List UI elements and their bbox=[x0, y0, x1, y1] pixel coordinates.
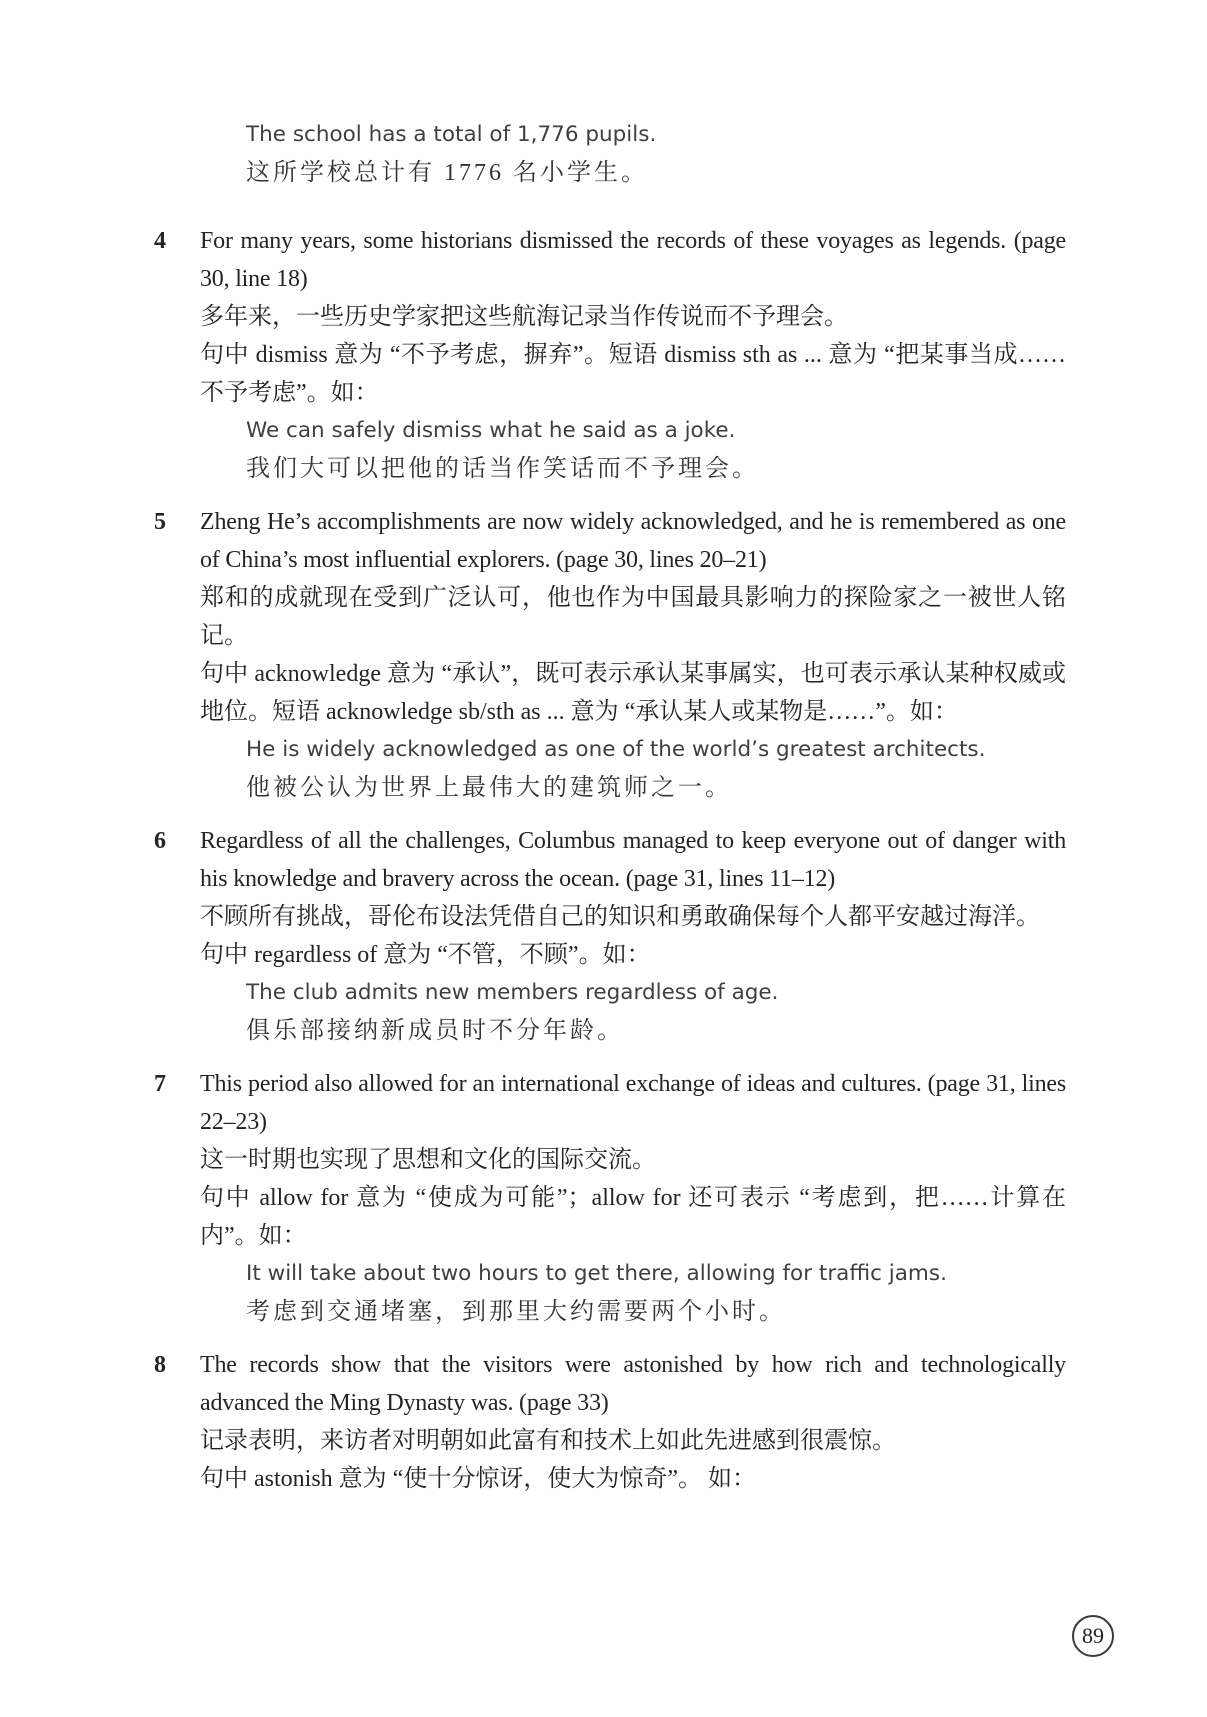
numbered-item-6 bbox=[154, 822, 1066, 1050]
item-number: 8 bbox=[154, 1352, 166, 1378]
item-body bbox=[200, 822, 1066, 1050]
item-number: 6 bbox=[154, 828, 166, 854]
item-explanation: 句中 dismiss 意为 “不予考虑，摒弃”。短语 dismiss sth as ... 意为 “把某事当成……不予考虑”。如： bbox=[200, 342, 1066, 406]
item-sentence: This period also allowed for an international exchange of ideas and cultures. (page 31, lines 22–23) bbox=[200, 1071, 1066, 1135]
item-explanation: 句中 astonish 意为 “使十分惊讶，使大为惊奇”。 如： bbox=[200, 1466, 756, 1492]
item-body bbox=[200, 222, 1066, 488]
page-content bbox=[154, 116, 1066, 1513]
item-number: 4 bbox=[154, 228, 166, 254]
item-explanation: 句中 regardless of 意为 “不管，不顾”。如： bbox=[200, 942, 651, 968]
item-sentence: The records show that the visitors were astonished by how rich and technologically advanced the Ming Dynasty was. (page 33) bbox=[200, 1352, 1066, 1416]
item-translation: 郑和的成就现在受到广泛认可，他也作为中国最具影响力的探险家之一被世人铭记。 bbox=[200, 585, 1066, 649]
item-body bbox=[200, 1065, 1066, 1331]
item-translation: 不顾所有挑战，哥伦布设法凭借自己的知识和勇敢确保每个人都平安越过海洋。 bbox=[200, 904, 1040, 930]
numbered-item-8 bbox=[154, 1346, 1066, 1498]
example-chinese: 他被公认为世界上最伟大的建筑师之一。 bbox=[246, 775, 732, 801]
example-chinese: 这所学校总计有 1776 名小学生。 bbox=[246, 160, 648, 186]
example-block bbox=[246, 412, 1066, 488]
numbered-item-5 bbox=[154, 503, 1066, 807]
item-explanation: 句中 acknowledge 意为 “承认”，既可表示承认某事属实，也可表示承认某种权威或地位。短语 acknowledge sb/sth as ... 意为 “承认某人或某物是……”。如： bbox=[200, 661, 1066, 725]
carryover-example-block bbox=[246, 116, 1066, 192]
example-english: It will take about two hours to get there, allowing for traffic jams. bbox=[246, 1261, 947, 1286]
item-translation: 记录表明，来访者对明朝如此富有和技术上如此先进感到很震惊。 bbox=[200, 1428, 896, 1454]
item-number: 5 bbox=[154, 509, 166, 535]
numbered-item-4 bbox=[154, 222, 1066, 488]
item-number: 7 bbox=[154, 1071, 166, 1097]
page-number: 89 bbox=[1082, 1623, 1104, 1648]
item-sentence: Zheng He’s accomplishments are now widely acknowledged, and he is remembered as one of China’s most influential explorers. (page 30, lines 20–21) bbox=[200, 509, 1066, 573]
item-translation: 这一时期也实现了思想和文化的国际交流。 bbox=[200, 1147, 656, 1173]
item-body bbox=[200, 503, 1066, 807]
example-block bbox=[246, 974, 1066, 1050]
example-english: The school has a total of 1,776 pupils. bbox=[246, 122, 657, 147]
item-explanation: 句中 allow for 意为 “使成为可能”；allow for 还可表示 “考虑到，把……计算在内”。如： bbox=[200, 1185, 1066, 1249]
item-sentence: Regardless of all the challenges, Columbus managed to keep everyone out of danger with his knowledge and bravery across the ocean. (page 31, lines 11–12) bbox=[200, 828, 1066, 892]
example-english: We can safely dismiss what he said as a joke. bbox=[246, 418, 736, 443]
example-block bbox=[246, 1255, 1066, 1331]
example-chinese: 考虑到交通堵塞，到那里大约需要两个小时。 bbox=[246, 1299, 786, 1325]
item-sentence: For many years, some historians dismissed the records of these voyages as legends. (page 30, line 18) bbox=[200, 228, 1066, 292]
item-body bbox=[200, 1346, 1066, 1498]
page-number-badge bbox=[1072, 1615, 1114, 1657]
example-english: He is widely acknowledged as one of the world’s greatest architects. bbox=[246, 737, 986, 762]
example-chinese: 我们大可以把他的话当作笑话而不予理会。 bbox=[246, 456, 759, 482]
example-english: The club admits new members regardless of age. bbox=[246, 980, 779, 1005]
numbered-item-7 bbox=[154, 1065, 1066, 1331]
example-block bbox=[246, 731, 1066, 807]
example-chinese: 俱乐部接纳新成员时不分年龄。 bbox=[246, 1018, 624, 1044]
item-translation: 多年来，一些历史学家把这些航海记录当作传说而不予理会。 bbox=[200, 304, 848, 330]
